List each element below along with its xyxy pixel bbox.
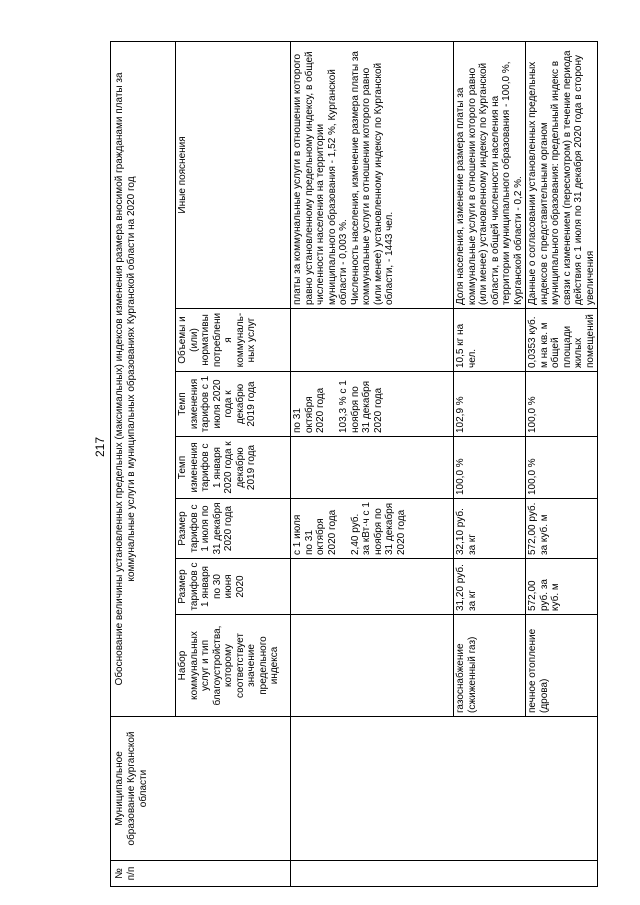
- col-notes-header: Иные пояснения: [176, 41, 291, 308]
- col-rate-jan-header: Темп изменения тарифов с 1 января 2020 года к декабрю 2019 года: [176, 437, 291, 499]
- cell-tariff-jul: 572,00 руб. за куб. м: [526, 499, 598, 559]
- col-tariff-jul-header: Размер тарифов с 1 июля по 31 декабря 2020 года: [176, 499, 291, 559]
- cell-rate-jan: 100,0 %: [454, 437, 526, 499]
- cell-services: печное отопление (дрова): [526, 615, 598, 717]
- col-services-header: Набор коммунальных услуг и тип благоустройства, которому соответствует значение предельного индекса: [176, 615, 291, 717]
- cell-notes: Доля населения, изменение размера платы за коммунальные услуги в отношении которого равно (или менее) установленному индексу по Курганской области, в общей численности населения на территории муниципального образования - 100,0 %, Курганской области - 0,2 %.: [454, 41, 526, 308]
- index-justification-table: [110, 41, 598, 887]
- cell-notes: платы за коммунальные услуги в отношении которого равно установленному предельному индексу, в общей численности населения на территории муниципального образования - 1,52 %, Курганской области - 0,003 %. Численность населения, изменение размера платы за коммунальные услуги в отношении которого равно (или менее) установленному индексу по Курганской области, - 1443 чел.: [291, 41, 454, 308]
- cell-rate-jul: по 31 октября 2020 года 103,3 % с 1 ноября по 31 декабря 2020 года: [291, 372, 454, 437]
- cell-rate-jan: [291, 437, 454, 499]
- cell-volumes: 0,0353 куб. м на кв. м общей площади жилых помещений: [526, 309, 598, 372]
- cell-rate-jul: 100,0 %: [526, 372, 598, 437]
- table-row: [291, 41, 454, 886]
- col-municipality-header: Муниципальное образование Курганской области: [111, 717, 291, 861]
- cell-notes: Данные о согласовании установленных предельных индексов с представительным органом муниципального образования: предельный индекс в связи с изменением (пересмотром) в течение периода действия с 1 июля по 31 декабря 2020 года в сторону увеличения: [526, 41, 598, 308]
- cell-tariff-jul: 32,10 руб. за кг: [454, 499, 526, 559]
- municipality-cell: [291, 717, 598, 861]
- cell-tariff-jan: 572,00 руб. за куб. м: [526, 559, 598, 615]
- cell-volumes: 10,5 кг на чел.: [454, 309, 526, 372]
- cell-rate-jan: 100,0 %: [526, 437, 598, 499]
- col-rate-jul-header: Темп изменения тарифов с 1 июля 2020 года к декабрю 2019 года: [176, 372, 291, 437]
- cell-services: [291, 615, 454, 717]
- cell-tariff-jan: [291, 559, 454, 615]
- col-tariff-jan-header: Размер тарифов с 1 января по 30 июня 2020: [176, 559, 291, 615]
- page-number: 217: [93, 436, 107, 458]
- cell-tariff-jul: с 1 июля по 31 октября 2020 года 2,40 руб. за кВт·ч с 1 ноября по 31 декабря 2020 года: [291, 499, 454, 559]
- table-title: Обоснование величины установленных предельных (максимальных) индексов изменения размера вносимой гражданами платы за коммунальные услуги в муниципальных образованиях Курганской области на 2020 год: [111, 41, 176, 716]
- cell-rate-jul: 102,9 %: [454, 372, 526, 437]
- cell-volumes: [291, 309, 454, 372]
- cell-tariff-jan: 31,20 руб. за кг: [454, 559, 526, 615]
- cell-services: газоснабжение (сжиженный газ): [454, 615, 526, 717]
- rotated-table-container: [110, 42, 610, 887]
- col-number-header: № п/п: [111, 861, 291, 887]
- col-volumes-header: Объемы и (или) нормативы потребления коммуналь-ных услуг: [176, 309, 291, 372]
- number-cell: [291, 861, 598, 887]
